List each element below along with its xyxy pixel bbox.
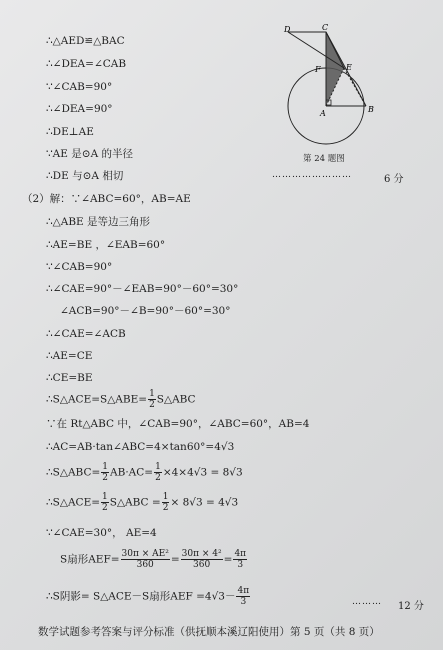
geometry-figure <box>280 22 392 162</box>
shaded-area-line: ∴S阴影= S△ACE－S扇形AEF =4√3－ $\frac{4\pi}{3}$ <box>46 586 250 607</box>
score-dots: ……… <box>352 597 382 607</box>
figure-caption: 第 24 题图 <box>303 154 345 164</box>
solution-line: ∴CE=BE <box>46 372 93 384</box>
point-label-e: E <box>346 63 352 72</box>
solution-line: ∴∠CAE=90°－∠EAB=90°－60°=30° <box>46 283 239 295</box>
solution-line: ∵∠CAE=30°， AE=4 <box>46 527 157 539</box>
score-mark-12: 12 分 <box>398 601 424 612</box>
point-label-f: F <box>315 65 321 74</box>
area-relation-line: ∴S△ACE=S△ABE= $\frac{1}{2}$ S△ABC <box>46 389 196 410</box>
solution-line: ∴AE=CE <box>46 350 93 362</box>
point-label-b: B <box>368 105 374 114</box>
solution-line: ∴DE⊥AE <box>46 126 94 138</box>
point-label-d: D <box>284 25 291 34</box>
part-two-heading: （2）解：∵∠ABC=60°，AB=AE <box>22 193 191 205</box>
solution-line: ∴△ABE 是等边三角形 <box>46 216 151 228</box>
solution-line: ∵在 Rt△ABC 中，∠CAB=90°，∠ABC=60°，AB=4 <box>46 418 310 430</box>
point-label-a: A <box>320 109 326 118</box>
solution-line: ∴AC=AB·tan∠ABC=4×tan60°=4√3 <box>46 441 235 453</box>
solution-line: ∴∠CAE=∠ACB <box>46 328 126 340</box>
solution-line: ∵AE 是⊙A 的半径 <box>46 148 133 160</box>
point-label-c: C <box>322 23 329 32</box>
area-ace-line: ∴S△ACE= $\frac{1}{2}$ S△ABC = $\frac{1}{2}$ × 8√3 = 4√3 <box>46 492 239 513</box>
sector-area-line: S扇形AEF= $\frac{\text{30π × AE²}}{360}$ = $\frac{\text{30π × 4²}}{360}$ = $\frac{4\pi}{3}$ <box>60 549 247 570</box>
area-abc-line: ∴S△ABC= $\frac{1}{2}$ AB·AC= $\frac{1}{2}$ ×4×4√3 = 8√3 <box>46 462 243 483</box>
page-footer: 数学试题参考答案与评分标准（供抚顺本溪辽阳使用）第 5 页（共 8 页） <box>38 626 380 638</box>
solution-line: ∠ACB=90°－∠B=90°－60°=30° <box>60 305 231 317</box>
solution-line: ∴∠DEA=90° <box>46 103 113 115</box>
fraction-half: $\frac{1}{2}$ <box>149 389 155 410</box>
solution-line: ∴∠DEA=∠CAB <box>46 58 127 70</box>
solution-line: ∴AE=BE ，∠EAB=60° <box>46 239 166 251</box>
score-mark-6: 6 分 <box>384 174 404 185</box>
solution-line: ∵∠CAB=90° <box>46 81 113 93</box>
solution-line: ∵∠CAB=90° <box>46 261 113 273</box>
solution-line: ∴DE 与⊙A 相切 <box>46 170 124 182</box>
solution-line: ∴△AED≌△BAC <box>46 35 125 47</box>
score-dots: …………………… <box>272 170 352 180</box>
